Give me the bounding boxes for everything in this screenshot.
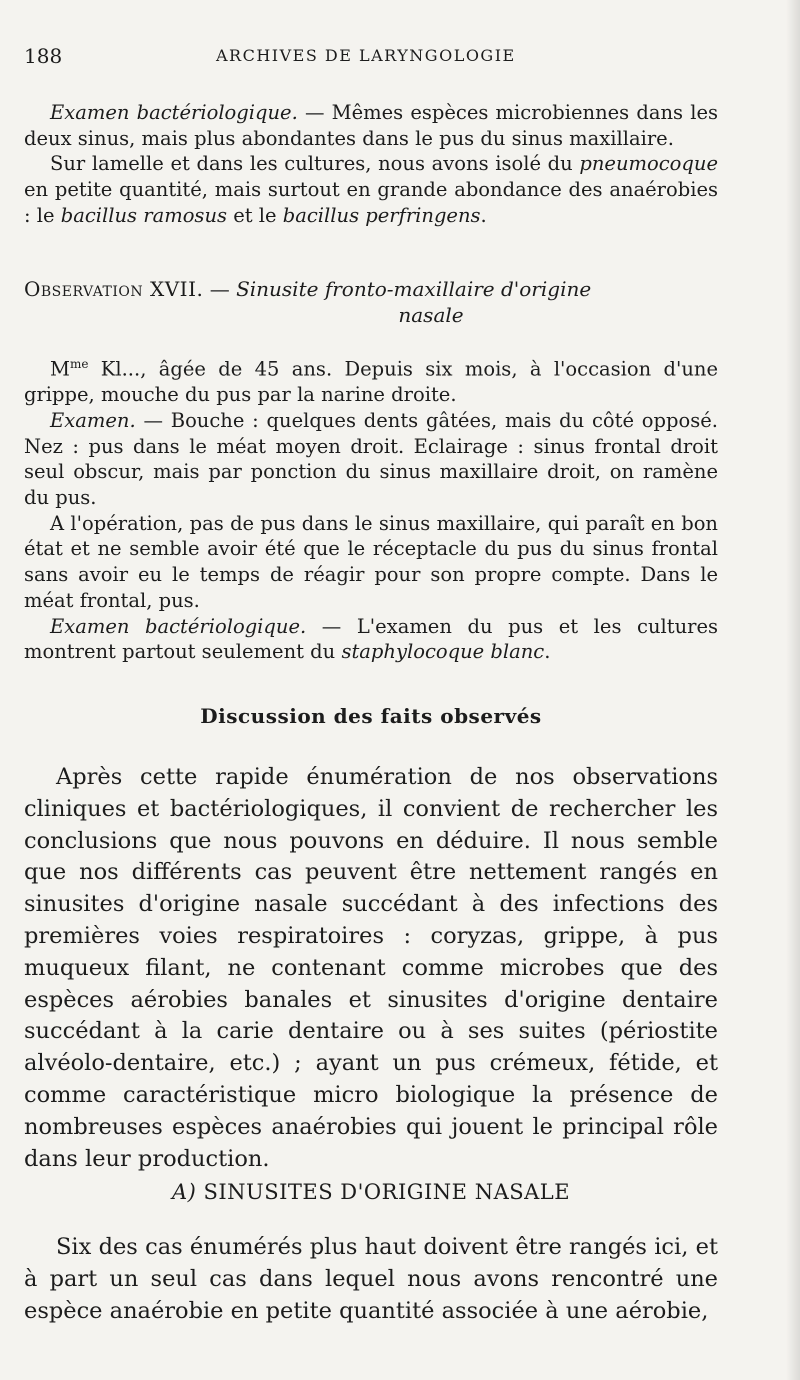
nasal-section-body [24, 1232, 718, 1327]
subsection-letter: A) [171, 1180, 197, 1204]
page-header [24, 44, 764, 74]
subsection-heading [24, 1180, 718, 1204]
page-edge-shadow [786, 0, 800, 1380]
paragraph-text: Sur lamelle et dans les cultures, nous avons isolé du [50, 152, 580, 176]
title-prefix: M [50, 357, 70, 381]
species-name: staphylocoque blanc [341, 640, 545, 664]
paragraph-operation [24, 511, 718, 614]
paragraph-patient [24, 352, 718, 408]
label: Examen. [50, 408, 136, 432]
paragraph-cultures [24, 151, 718, 228]
paragraph-text: Kl..., âgée de 45 ans. Depuis six mois, à l'occasion d'une grippe, mouche du pus par la narine droite. [24, 357, 718, 407]
observation-title-line1: Sinusite fronto-maxillaire d'origine [236, 277, 592, 301]
discussion-body [24, 762, 718, 1175]
paragraph-discussion: Après cette rapide énumération de nos observations cliniques et bactériologiques, il convient de rechercher les conclusions que nous pouvons en déduire. Il nous semble que nos différents cas peuvent être nettement rangés en sinusites d'origine nasale succédant à des infections des premières voies respiratoires : coryzas, grippe, à pus muqueux filant, ne contenant comme microbes que des espèces aérobies banales et sinusites d'origine dentaire succédant à la carie dentaire ou à ses suites (périostite alvéolo-dentaire, etc.) ; ayant un pus crémeux, fétide, et comme caractéristique micro biologique la présence de nombreuses espèces anaérobies qui jouent le principal rôle dans leur production. [24, 764, 718, 1172]
observation-title [24, 276, 718, 328]
running-title: ARCHIVES DE LARYNGOLOGIE [216, 46, 516, 65]
observation-label: Observation XVII. [24, 277, 204, 301]
label: Examen bactériologique. [50, 101, 298, 124]
paragraph-text: . [480, 203, 487, 227]
paragraph-examen [24, 408, 718, 511]
paragraph-text: — Bouche : quelques dents gâtées, mais du côté opposé. Nez : pus dans le méat moyen droit. Eclairage : sinus frontal droit seul obscur, mais par ponction du sinus maxillaire droit, on ramène du pus. [24, 408, 718, 510]
title-superscript: me [69, 357, 89, 371]
observation-xvii-body [24, 352, 718, 665]
paragraph-text: — L'examen du pus et les cultures montrent partout seulement du [24, 614, 718, 664]
paragraph-text: . [544, 640, 551, 664]
subsection-title: SINUSITES D'ORIGINE NASALE [196, 1180, 571, 1204]
paragraph-text: en petite quantité, mais surtout en grande abondance des anaérobies : le [24, 178, 718, 227]
section-heading: Discussion des faits observés [200, 704, 542, 728]
species-name: bacillus ramosus [60, 203, 228, 227]
paragraph-text: — Mêmes espèces microbiennes dans les deux sinus, mais plus abondantes dans le pus du sinus maxillaire. [24, 101, 718, 150]
observation-title-line2: nasale [398, 303, 464, 327]
label: Examen bactériologique. [50, 614, 307, 638]
species-name: pneumocoque [579, 152, 718, 176]
species-name: bacillus perfringens [282, 203, 481, 227]
dash: — [203, 277, 237, 301]
paragraph-bacteriology-xvi [24, 100, 718, 151]
observation-xvi-continuation [24, 100, 718, 229]
paragraph-text: et le [227, 203, 283, 227]
paragraph-text: A l'opération, pas de pus dans le sinus maxillaire, qui paraît en bon état et ne semble avoir été que le réceptacle du pus du sinus frontal sans avoir eu le temps de réagir pour son propre compte. Dans le méat frontal, pus. [24, 511, 718, 612]
page-number: 188 [24, 44, 63, 68]
paragraph-nasal: Six des cas énumérés plus haut doivent être rangés ici, et à part un seul cas dans lequel nous avons rencontré une espèce anaérobie en petite quantité associée à une aérobie, [24, 1234, 718, 1324]
paragraph-bacteriology-xvii [24, 614, 718, 665]
